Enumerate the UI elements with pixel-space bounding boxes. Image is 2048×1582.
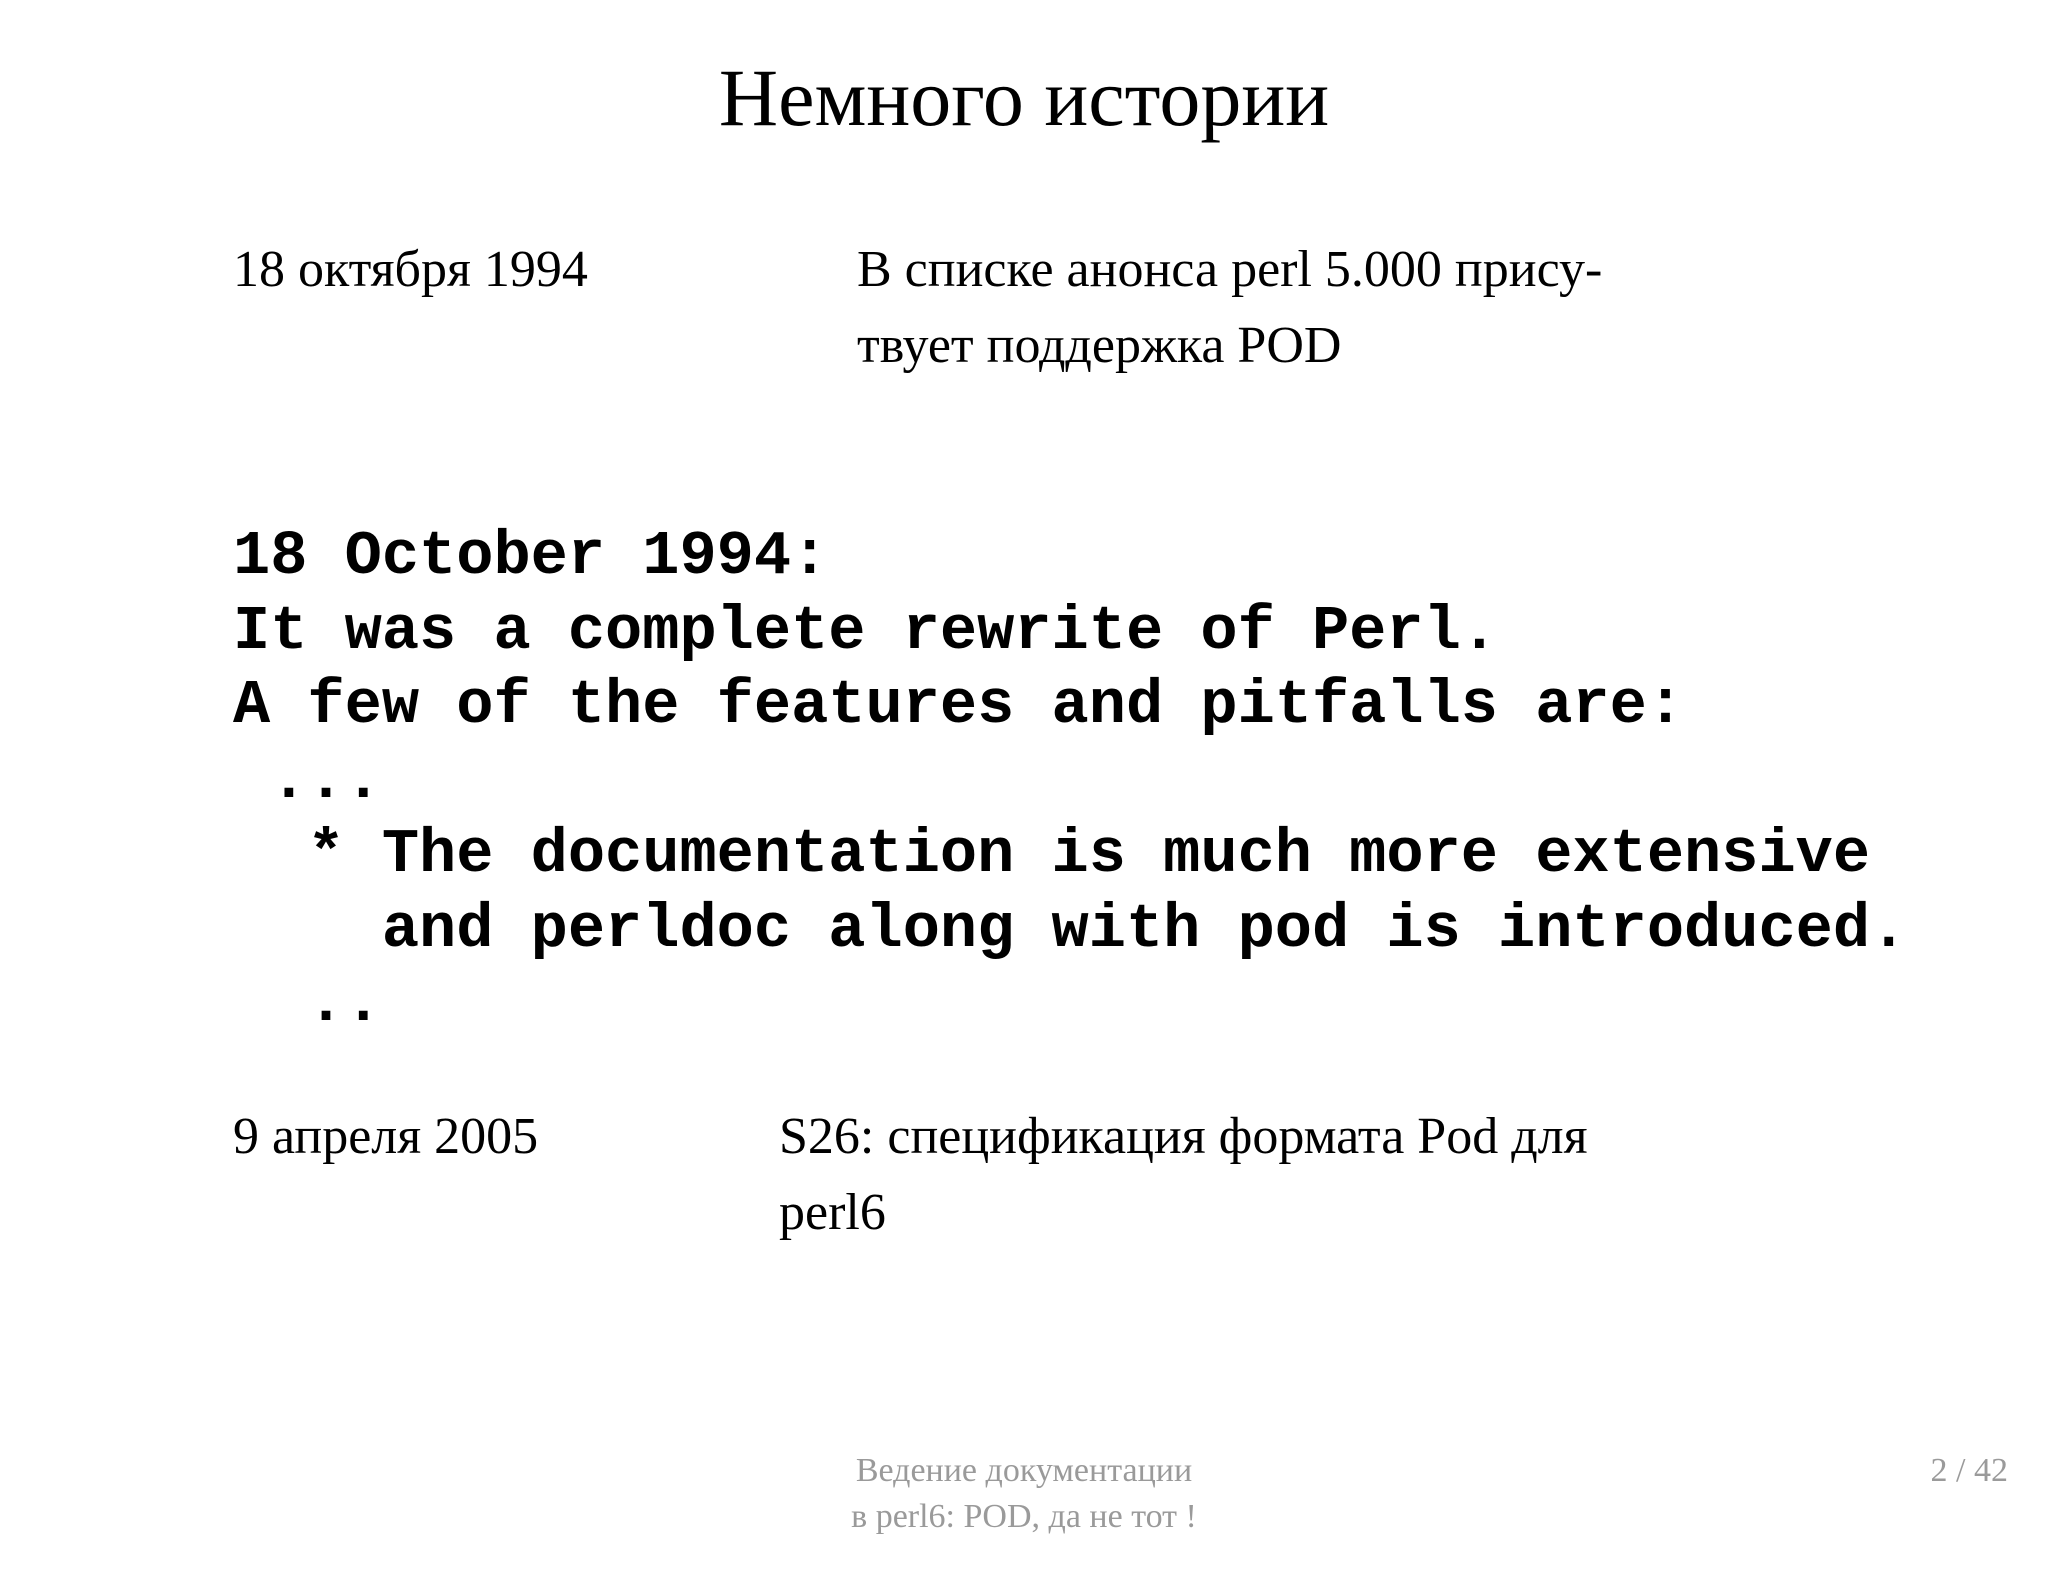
quote-line: A few of the features and pitfalls are: (233, 670, 1685, 741)
entry-description-line: В списке анонса perl 5.000 прису- (857, 241, 1603, 298)
slide-title: Немного истории (718, 52, 1330, 143)
entry-date: 9 апреля 2005 (233, 1108, 539, 1165)
quote-line: It was a complete rewrite of Perl. (233, 595, 1499, 667)
quote-line: and perldoc along with pod is introduced. (233, 893, 1908, 965)
entry-description (857, 232, 2037, 384)
quote-line: ... (233, 744, 382, 816)
footer-title (0, 1448, 2048, 1540)
quote-line: .. (233, 968, 382, 1039)
entry-description-line: твует поддержка POD (857, 317, 1342, 374)
footer-title-line: Ведение документации (855, 1452, 1193, 1489)
entry-date: 18 октября 1994 (233, 241, 588, 298)
entry-description (779, 1099, 1959, 1251)
quote-line: * The documentation is much more extensive (233, 819, 1871, 890)
footer-title-line: в perl6: POD, да не тот ! (851, 1498, 1197, 1535)
release-notes-quote (233, 520, 1907, 1042)
entry-description-line: S26: спецификация формата Pod для (779, 1108, 1588, 1165)
quote-line: 18 October 1994: (233, 521, 829, 592)
page-number: 2 / 42 (1930, 1452, 2008, 1489)
entry-description-line: perl6 (779, 1184, 886, 1241)
